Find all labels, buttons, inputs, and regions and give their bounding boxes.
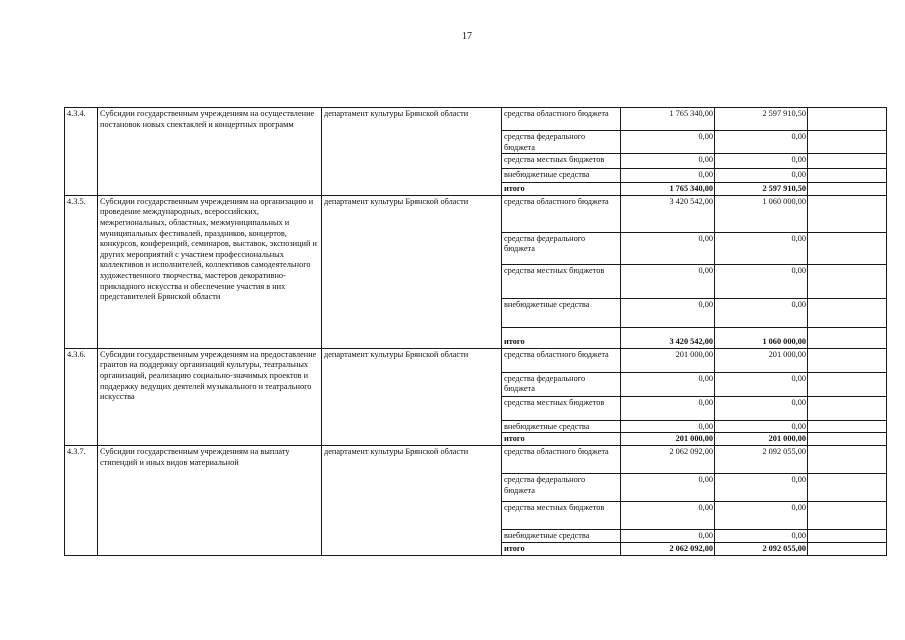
empty-cell: [808, 372, 887, 396]
amount-year-1: 0,00: [621, 264, 715, 298]
row-code: 4.3.7.: [65, 445, 98, 555]
amount-year-1: 0,00: [621, 420, 715, 433]
amount-year-1: 0,00: [621, 154, 715, 169]
empty-cell: [808, 501, 887, 529]
funding-source-label: средства местных бюджетов: [502, 396, 621, 420]
empty-cell: [808, 264, 887, 298]
funding-source-label: средства областного бюджета: [502, 348, 621, 372]
empty-cell: [808, 420, 887, 433]
row-executor: департамент культуры Брянской области: [322, 195, 502, 348]
amount-year-2: 0,00: [715, 473, 808, 501]
empty-cell: [808, 154, 887, 169]
empty-cell: [808, 473, 887, 501]
empty-cell: [808, 327, 887, 348]
amount-year-2: 201 000,00: [715, 433, 808, 446]
amount-year-1: 0,00: [621, 232, 715, 264]
amount-year-1: 2 062 092,00: [621, 445, 715, 473]
amount-year-2: 0,00: [715, 396, 808, 420]
amount-year-1: 2 062 092,00: [621, 542, 715, 555]
amount-year-1: 0,00: [621, 131, 715, 154]
amount-year-1: 201 000,00: [621, 433, 715, 446]
table-row: [65, 108, 887, 131]
amount-year-2: 2 092 055,00: [715, 445, 808, 473]
funding-source-label: средства областного бюджета: [502, 108, 621, 131]
empty-cell: [808, 169, 887, 183]
funding-source-label: средства областного бюджета: [502, 445, 621, 473]
total-label: итого: [502, 542, 621, 555]
page-number: 17: [462, 31, 472, 42]
row-executor: департамент культуры Брянской области: [322, 348, 502, 445]
amount-year-1: 3 420 542,00: [621, 327, 715, 348]
amount-year-1: 3 420 542,00: [621, 195, 715, 232]
row-name: Субсидии государственным учреждениям на осуществление постановок новых спектаклей и концертных программ: [98, 108, 322, 196]
amount-year-1: 1 765 340,00: [621, 108, 715, 131]
amount-year-2: 1 060 000,00: [715, 195, 808, 232]
funding-source-label: средства федерального бюджета: [502, 131, 621, 154]
total-label: итого: [502, 327, 621, 348]
amount-year-2: 0,00: [715, 529, 808, 542]
funding-source-label: внебюджетные средства: [502, 298, 621, 327]
funding-source-label: внебюджетные средства: [502, 169, 621, 183]
total-label: итого: [502, 433, 621, 446]
amount-year-2: 0,00: [715, 154, 808, 169]
funding-source-label: средства местных бюджетов: [502, 501, 621, 529]
amount-year-2: 0,00: [715, 169, 808, 183]
funding-source-label: внебюджетные средства: [502, 420, 621, 433]
amount-year-2: 0,00: [715, 131, 808, 154]
amount-year-1: 0,00: [621, 529, 715, 542]
empty-cell: [808, 529, 887, 542]
empty-cell: [808, 108, 887, 131]
empty-cell: [808, 445, 887, 473]
amount-year-2: 0,00: [715, 298, 808, 327]
row-name: Субсидии государственным учреждениям на выплату стипендий и иных видов материальной: [98, 445, 322, 555]
amount-year-1: 0,00: [621, 372, 715, 396]
amount-year-1: 201 000,00: [621, 348, 715, 372]
empty-cell: [808, 131, 887, 154]
amount-year-2: 2 597 910,50: [715, 108, 808, 131]
row-executor: департамент культуры Брянской области: [322, 445, 502, 555]
amount-year-2: 0,00: [715, 420, 808, 433]
amount-year-2: 0,00: [715, 372, 808, 396]
table-row: [65, 348, 887, 372]
amount-year-2: 0,00: [715, 501, 808, 529]
row-code: 4.3.6.: [65, 348, 98, 445]
row-name: Субсидии государственным учреждениям на организацию и проведение международных, всероссийских, межрегиональных, областных, межмуниципальных и муниципальных фестивалей, праздников, концертов, конкурсов, конференций, семинаров, выставок, экспозиций и других мероприятий с участием профессиональных коллективов и исполнителей, коллективов самодеятельного художественного творчества, мастеров декоративно-прикладного искусства и обеспечение участия в них представителей Брянской области: [98, 195, 322, 348]
table-row: [65, 445, 887, 473]
row-name: Субсидии государственным учреждениям на предоставление грантов на поддержку организаций культуры, театральных организаций, реализацию социально-значимых проектов и поддержку ведущих деятелей музыкального и театрального искусства: [98, 348, 322, 445]
row-code: 4.3.4.: [65, 108, 98, 196]
funding-source-label: средства федерального бюджета: [502, 372, 621, 396]
budget-table: [64, 107, 887, 556]
funding-source-label: средства местных бюджетов: [502, 154, 621, 169]
amount-year-1: 0,00: [621, 501, 715, 529]
row-code: 4.3.5.: [65, 195, 98, 348]
amount-year-1: 0,00: [621, 298, 715, 327]
total-label: итого: [502, 183, 621, 196]
amount-year-2: 0,00: [715, 264, 808, 298]
amount-year-1: 1 765 340,00: [621, 183, 715, 196]
empty-cell: [808, 348, 887, 372]
funding-source-label: средства федерального бюджета: [502, 473, 621, 501]
empty-cell: [808, 396, 887, 420]
funding-source-label: внебюджетные средства: [502, 529, 621, 542]
funding-source-label: средства федерального бюджета: [502, 232, 621, 264]
amount-year-1: 0,00: [621, 396, 715, 420]
empty-cell: [808, 433, 887, 446]
table-row: [65, 195, 887, 232]
amount-year-1: 0,00: [621, 473, 715, 501]
amount-year-2: 2 597 910,50: [715, 183, 808, 196]
amount-year-2: 2 092 055,00: [715, 542, 808, 555]
empty-cell: [808, 542, 887, 555]
empty-cell: [808, 195, 887, 232]
funding-source-label: средства местных бюджетов: [502, 264, 621, 298]
empty-cell: [808, 183, 887, 196]
funding-source-label: средства областного бюджета: [502, 195, 621, 232]
empty-cell: [808, 232, 887, 264]
row-executor: департамент культуры Брянской области: [322, 108, 502, 196]
amount-year-1: 0,00: [621, 169, 715, 183]
amount-year-2: 0,00: [715, 232, 808, 264]
amount-year-2: 1 060 000,00: [715, 327, 808, 348]
empty-cell: [808, 298, 887, 327]
amount-year-2: 201 000,00: [715, 348, 808, 372]
